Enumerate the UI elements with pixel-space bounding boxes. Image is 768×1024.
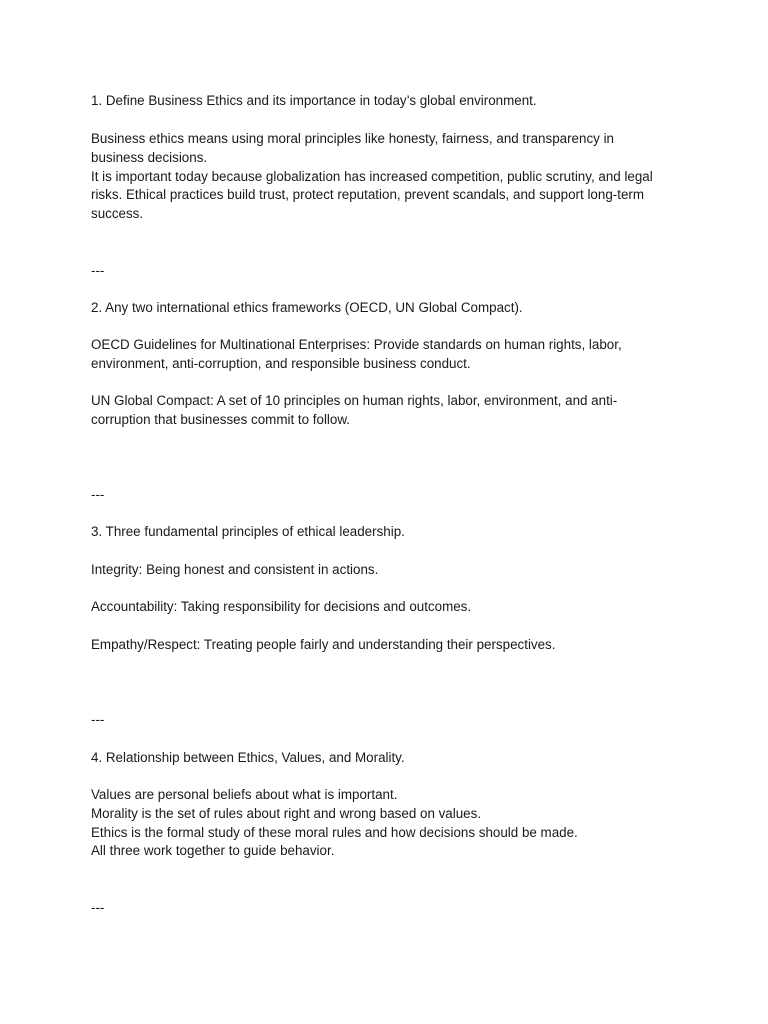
q2-oecd-line: environment, anti-corruption, and responsible business conduct. xyxy=(91,355,471,371)
q3-integrity xyxy=(91,561,681,580)
q3-empathy-text: Empathy/Respect: Treating people fairly and understanding their perspectives. xyxy=(91,637,556,652)
q2-ungc-line: UN Global Compact: A set of 10 principles on human rights, labor, environment, and anti- xyxy=(91,393,618,408)
q4-answer-line: All three work together to guide behavior. xyxy=(91,843,335,859)
q1-heading xyxy=(91,92,681,111)
q3-accountability-text: Accountability: Taking responsibility for decisions and outcomes. xyxy=(91,599,472,614)
q2-oecd-line: OECD Guidelines for Multinational Enterprises: Provide standards on human rights, labor, xyxy=(91,337,622,352)
q1-answer-line: Business ethics means using moral principles like honesty, fairness, and transparency in xyxy=(91,131,614,146)
separator-text: --- xyxy=(91,900,105,915)
q4-heading-text: 4. Relationship between Ethics, Values, and Morality. xyxy=(91,750,405,765)
q3-accountability xyxy=(91,598,681,617)
q1-answer-line: business decisions. xyxy=(91,149,208,165)
q4-answer xyxy=(91,786,681,861)
section-separator xyxy=(91,899,681,918)
q4-heading xyxy=(91,749,681,768)
q1-answer-line: It is important today because globalization has increased competition, public scrutiny, and legal xyxy=(91,168,653,184)
q1-answer xyxy=(91,130,681,224)
q1-answer-line: risks. Ethical practices build trust, protect reputation, prevent scandals, and support long-term xyxy=(91,187,645,203)
q2-heading xyxy=(91,299,681,318)
q2-ungc-line: corruption that businesses commit to follow. xyxy=(91,411,351,427)
section-separator xyxy=(91,262,681,281)
q1-answer-line: success. xyxy=(91,206,144,222)
section-separator xyxy=(91,486,681,505)
q4-answer-line: Values are personal beliefs about what is important. xyxy=(91,787,398,802)
q4-answer-line: Morality is the set of rules about right and wrong based on values. xyxy=(91,805,482,821)
separator-text: --- xyxy=(91,712,105,727)
q3-empathy xyxy=(91,636,681,655)
q3-integrity-text: Integrity: Being honest and consistent in actions. xyxy=(91,562,379,577)
q1-heading-text: 1. Define Business Ethics and its importance in today’s global environment. xyxy=(91,93,537,108)
q3-heading-text: 3. Three fundamental principles of ethical leadership. xyxy=(91,524,405,539)
q3-heading xyxy=(91,523,681,542)
q2-ungc-paragraph xyxy=(91,392,681,430)
separator-text: --- xyxy=(91,263,105,278)
section-separator xyxy=(91,711,681,730)
q2-heading-text: 2. Any two international ethics frameworks (OECD, UN Global Compact). xyxy=(91,300,523,315)
separator-text: --- xyxy=(91,487,105,502)
q2-oecd-paragraph xyxy=(91,336,681,374)
q4-answer-line: Ethics is the formal study of these moral rules and how decisions should be made. xyxy=(91,824,578,840)
